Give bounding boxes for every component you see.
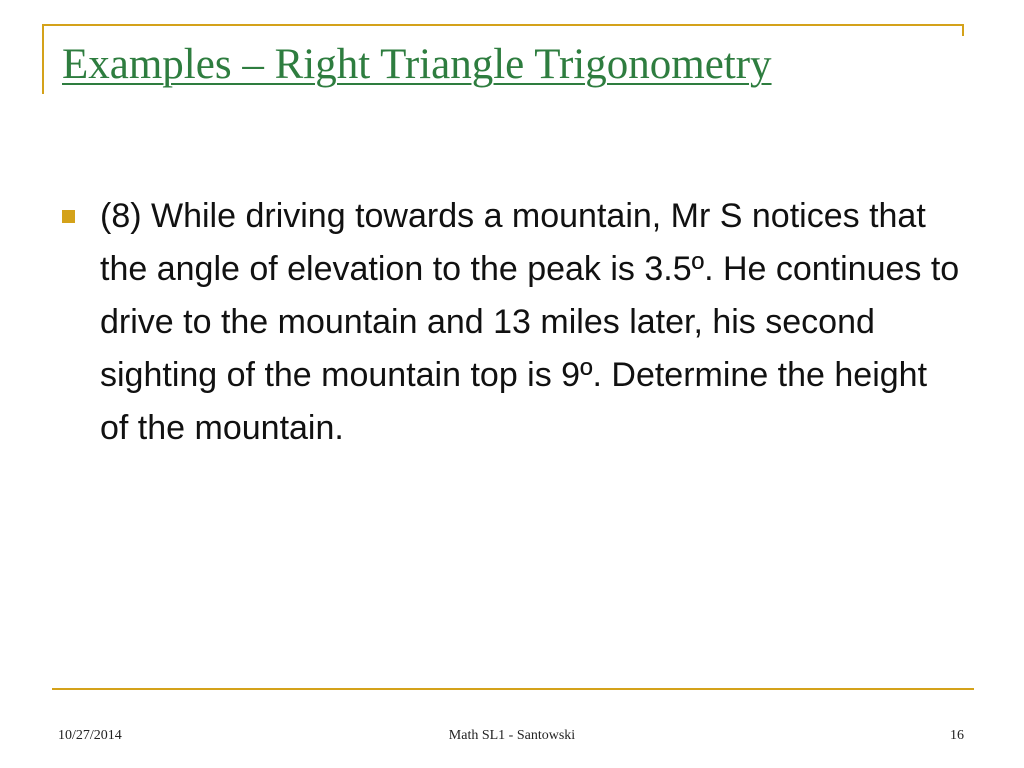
- footer-page-number: 16: [950, 728, 964, 743]
- slide-title: Examples – Right Triangle Trigonometry: [62, 41, 772, 88]
- footer-rule: [52, 688, 974, 690]
- frame-right-rule: [962, 24, 964, 36]
- slide-content: [62, 190, 962, 455]
- bullet-text: (8) While driving towards a mountain, Mr S notices that the angle of elevation to the peak is 3.5º. He continues to drive to the mountain and 13 miles later, his second sighting of the mountain top is 9º. Determine the height of the mountain.: [100, 197, 960, 447]
- footer-date: 10/27/2014: [58, 728, 122, 743]
- frame-left-rule: [42, 24, 44, 94]
- footer-course: Math SL1 - Santowski: [448, 728, 576, 743]
- frame-top-rule: [42, 24, 964, 26]
- bullet-item: [62, 190, 962, 455]
- square-bullet-icon: [62, 210, 75, 223]
